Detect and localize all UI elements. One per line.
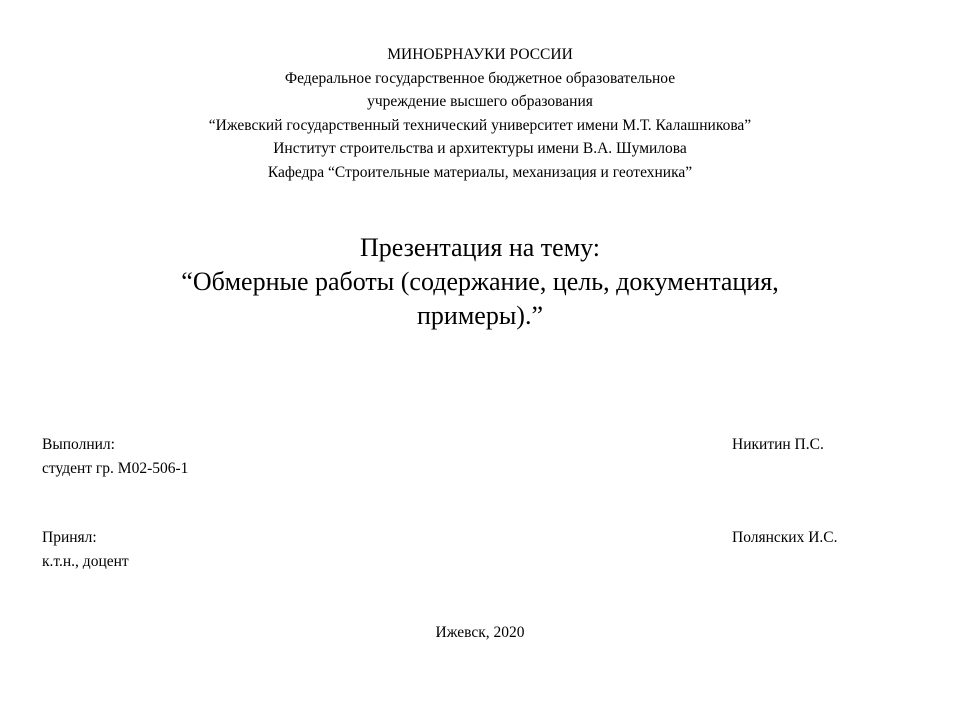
topic-title-line-1: “Обмерные работы (содержание, цель, документация, [181,267,779,296]
institute-name: Институт строительства и архитектуры имени В.А. Шумилова [273,140,687,157]
institution-line-1: Федеральное государственное бюджетное образовательное [284,69,676,87]
accepted-by-role: к.т.н., доцент [42,553,129,570]
topic-title-line-2: примеры).” [417,301,543,330]
institution-line-2: учреждение высшего образования [367,93,593,110]
performed-by-name: Никитин П.С. [732,436,824,453]
performed-by-role: студент гр. М02-506-1 [42,460,189,477]
department-name: Кафедра “Строительные материалы, механизация и геотехника” [267,163,693,181]
performed-by-block [42,433,188,481]
ministry-name: МИНОБРНАУКИ РОССИИ [387,46,573,63]
performed-by-label: Выполнил: [42,436,115,453]
accepted-by-block [42,526,129,574]
university-name: “Ижевский государственный технический университет имени М.Т. Калашникова” [208,116,752,134]
accepted-by-name: Полянских И.С. [732,529,838,546]
city-year: Ижевск, 2020 [435,624,525,641]
accepted-by-label: Принял: [42,529,97,546]
title-page-header [0,43,960,184]
presentation-topic [0,231,960,333]
topic-intro: Презентация на тему: [359,233,601,262]
